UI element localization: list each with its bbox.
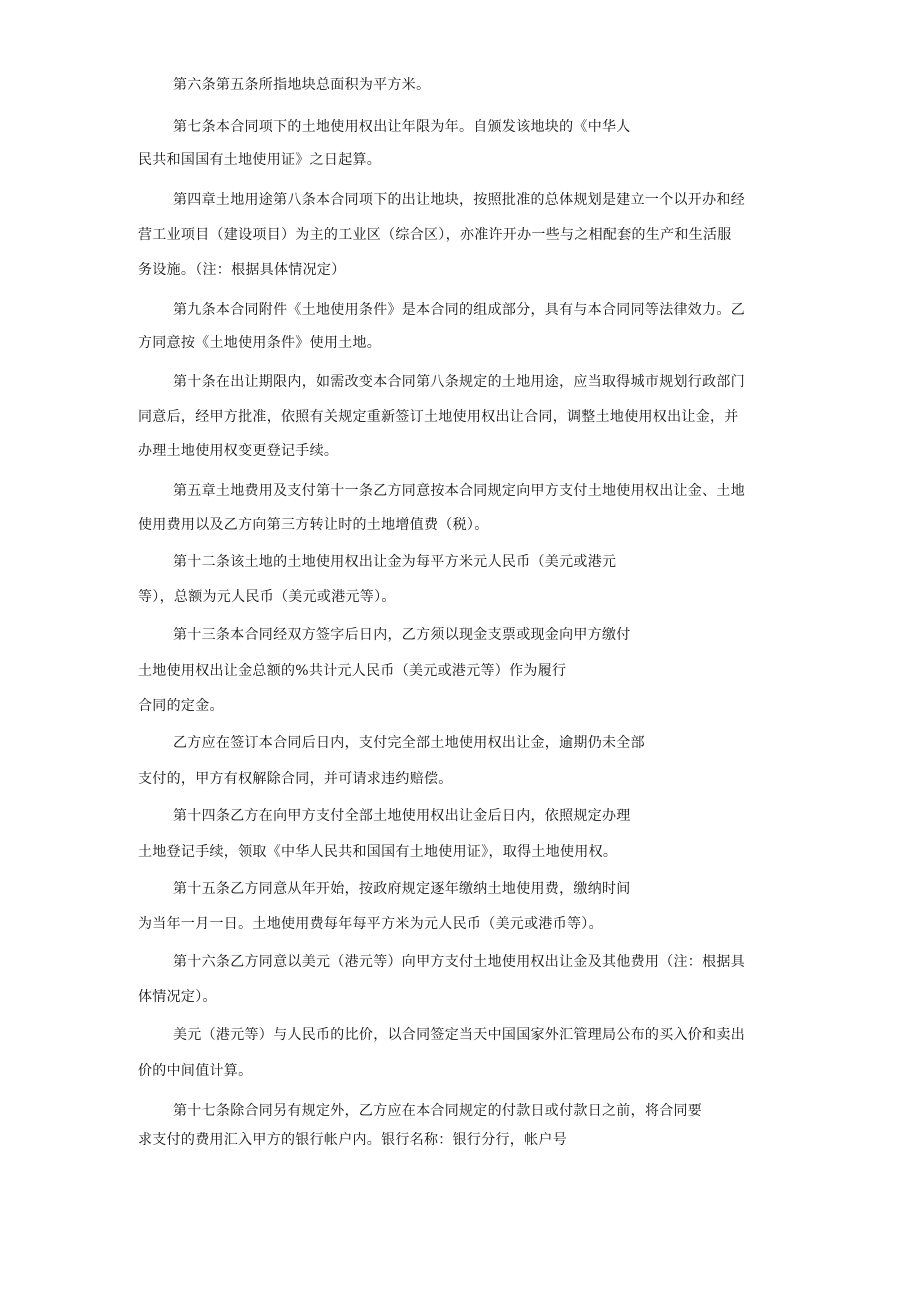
text-line: 第十二条该土地的土地使用权出让金为每平方米元人民币（美元或港元: [173, 554, 617, 570]
text-line: 第十七条除合同另有规定外，乙方应在本合同规定的付款日或付款日之前，将合同要: [173, 1103, 703, 1119]
text-line: 第十五条乙方同意从年开始，按政府规定逐年缴纳土地使用费，缴纳时间: [173, 881, 631, 897]
text-line: 土地登记手续，领取《中华人民共和国国有土地使用证》，取得土地使用权。: [138, 844, 618, 860]
text-line: 第四章土地用途第八条本合同项下的出让地块，按照批准的总体规划是建立一个以开办和经: [173, 192, 745, 208]
text-line: 第十四条乙方在向甲方支付全部土地使用权出让金后日内，依照规定办理: [173, 808, 631, 824]
text-line: 求支付的费用汇入甲方的银行帐户内。银行名称：银行分行，帐户号: [138, 1132, 567, 1148]
text-line: 办理土地使用权变更登记手续。: [138, 443, 339, 459]
text-line: 为当年一月一日。土地使用费每年每平方米为元人民币（美元或港币等）。: [138, 916, 603, 932]
text-line: 合同的定金。: [138, 698, 224, 714]
text-line: 第十六条乙方同意以美元（港元等）向甲方支付土地使用权出让金及其他费用（注：根据具: [173, 954, 745, 970]
text-line: 营工业项目（建设项目）为主的工业区（综合区），亦准许开办一些与之相配套的生产和生活服: [138, 227, 732, 243]
text-line: 务设施。（注：根据具体情况定）: [138, 262, 346, 278]
text-line: 体情况定）。: [138, 989, 217, 1005]
text-line: 价的中间值计算。: [138, 1063, 253, 1079]
text-line: 使用费用以及乙方向第三方转让时的土地增值费（税）。: [138, 517, 489, 533]
text-line: 第九条本合同附件《土地使用条件》是本合同的组成部分，具有与本合同同等法律效力。乙: [173, 302, 745, 318]
text-line: 第六条第五条所指地块总面积为平方米。: [173, 77, 431, 93]
text-line: 美元（港元等）与人民币的比价，以合同签定当天中国国家外汇管理局公布的买入价和卖出: [173, 1027, 745, 1043]
text-line: 土地使用权出让金总额的%共计元人民币（美元或港元等）作为履行: [138, 663, 567, 679]
text-line: 第十三条本合同经双方签字后日内，乙方须以现金支票或现金向甲方缴付: [173, 627, 631, 643]
text-line: 民共和国国有土地使用证》之日起算。: [138, 152, 382, 168]
text-line: 第七条本合同项下的土地使用权出让年限为年。自颁发该地块的《中华人: [173, 119, 631, 135]
text-line: 方同意按《土地使用条件》使用土地。: [138, 335, 382, 351]
text-line: 等），总额为元人民币（美元或港元等）。: [138, 589, 396, 605]
text-line: 第十条在出让期限内，如需改变本合同第八条规定的土地用途，应当取得城市规划行政部门: [173, 374, 745, 390]
text-line: 乙方应在签订本合同后日内，支付完全部土地使用权出让金，逾期仍未全部: [173, 735, 645, 751]
text-line: 支付的，甲方有权解除合同，并可请求违约赔偿。: [138, 771, 453, 787]
text-line: 同意后，经甲方批准，依照有关规定重新签订土地使用权出让合同，调整土地使用权出让金，并: [138, 409, 739, 425]
text-line: 第五章土地费用及支付第十一条乙方同意按本合同规定向甲方支付土地使用权出让金、土地: [173, 483, 745, 499]
